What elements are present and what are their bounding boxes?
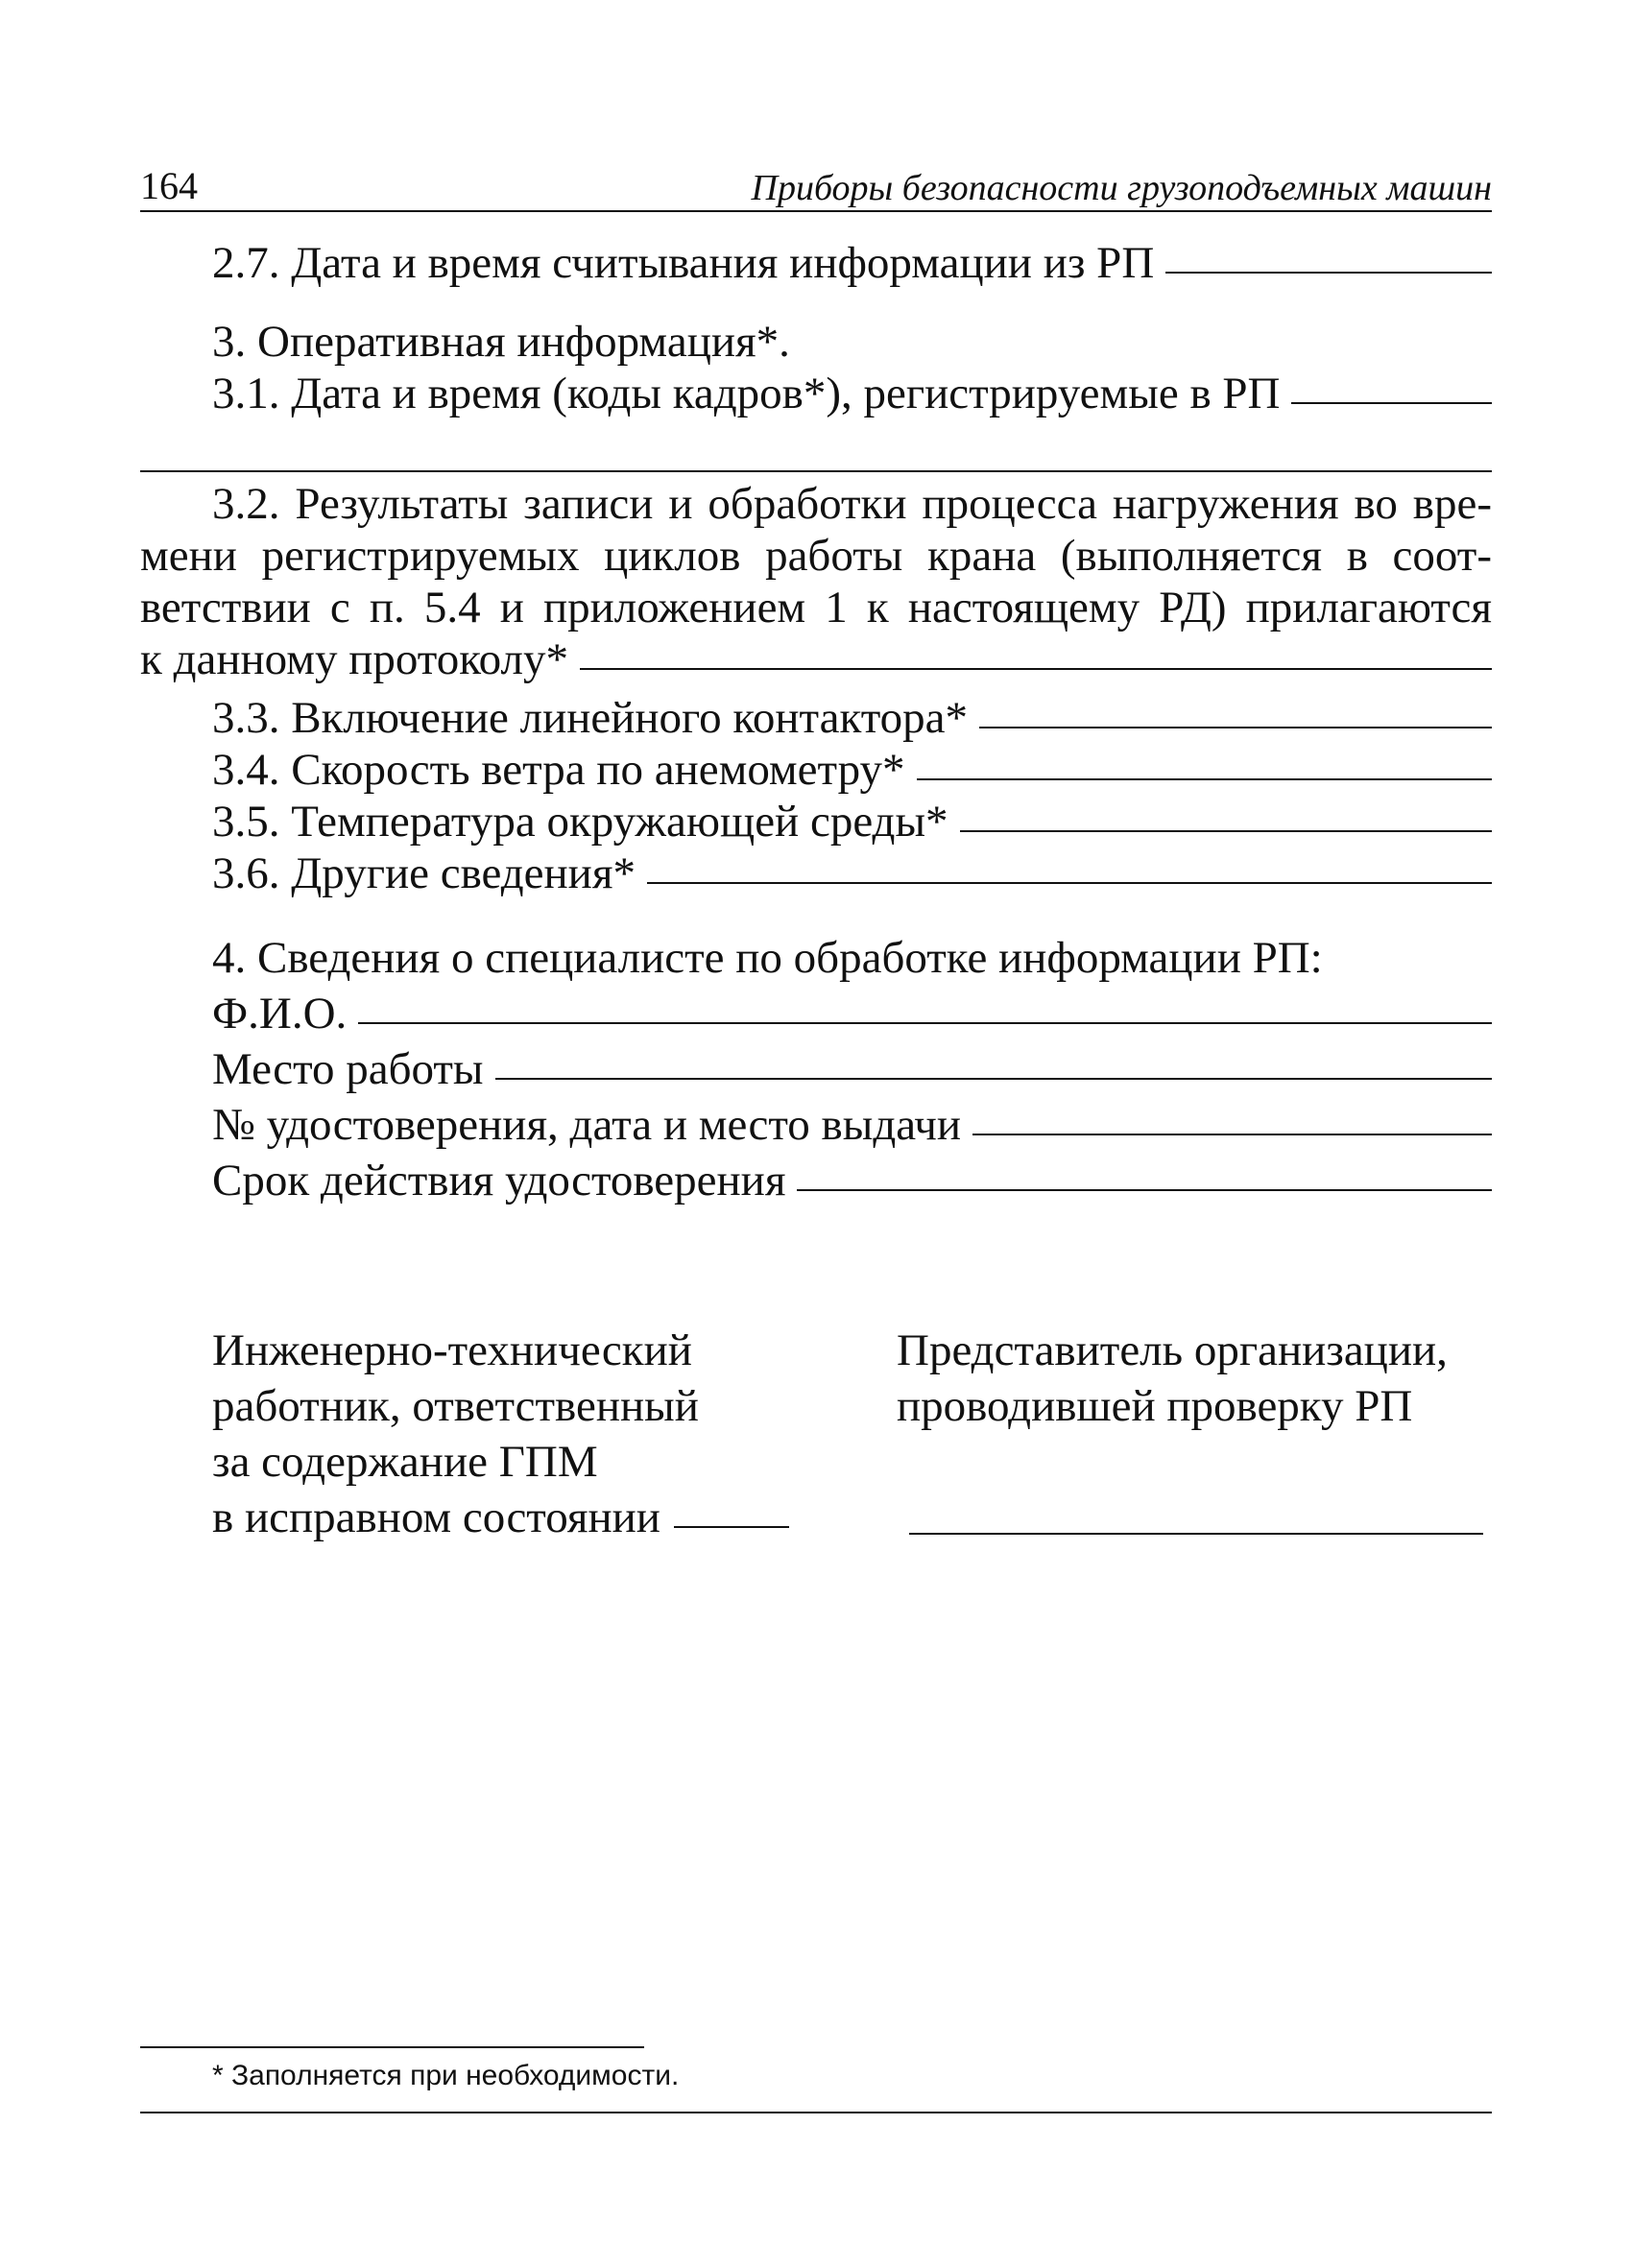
item-3-2-blank[interactable]: [580, 668, 1492, 670]
item-2-7-blank[interactable]: [1165, 272, 1492, 274]
signature-right-block: [897, 1323, 1511, 1434]
item-3-4-blank[interactable]: [917, 778, 1492, 780]
signature-right-line-2: проводившей проверку РП: [897, 1381, 1413, 1431]
field-certificate-blank[interactable]: [972, 1134, 1492, 1135]
section-4-title: [212, 931, 1492, 985]
section-3-title: [212, 315, 1492, 369]
item-3-4: [212, 743, 1492, 797]
field-fio: [212, 987, 1492, 1040]
item-3-6-blank[interactable]: [647, 882, 1492, 884]
item-3-5-label: 3.5. Температура окружающей среды*: [212, 797, 948, 847]
item-3-5: [212, 795, 1492, 848]
item-3-1-label: 3.1. Дата и время (коды кадров*), регистрируемые в РП: [212, 369, 1281, 418]
item-3-1: [212, 367, 1492, 420]
field-certificate-validity-label: Срок действия удостоверения: [212, 1156, 786, 1206]
item-3-2: [140, 478, 1492, 685]
item-3-2-line-2: мени регистрируемых циклов работы крана (выполняется в соот-: [140, 531, 1492, 581]
item-3-6: [212, 847, 1492, 900]
item-3-3: [212, 691, 1492, 745]
signature-left-blank[interactable]: [674, 1526, 789, 1528]
footnote: * Заполняется при необходимости.: [212, 2060, 680, 2091]
item-3-2-line-4-text: к данному протоколу*: [140, 634, 568, 684]
item-2-7-label: 2.7. Дата и время считывания информации из РП: [212, 238, 1155, 288]
signature-left-line-4: [212, 1490, 855, 1545]
page-number: 164: [140, 164, 198, 207]
field-fio-blank[interactable]: [358, 1022, 1492, 1024]
signature-left-line-3: за содержание ГПМ: [212, 1437, 598, 1487]
item-3-4-label: 3.4. Скорость ветра по анемометру*: [212, 745, 905, 795]
signature-left-line-1: Инженерно-технический: [212, 1325, 692, 1375]
field-workplace-label: Место работы: [212, 1044, 484, 1094]
field-certificate-validity: [212, 1154, 1492, 1207]
signature-left-block: [212, 1323, 855, 1545]
item-3-6-label: 3.6. Другие сведения*: [212, 848, 636, 898]
item-3-3-label: 3.3. Включение линейного контактора*: [212, 693, 968, 743]
signature-left-line-4-text: в исправном состоянии: [212, 1492, 660, 1542]
section-3-title-text: 3. Оперативная информация*.: [212, 317, 790, 367]
running-title: Приборы безопасности грузоподъемных машин: [751, 168, 1492, 208]
section-4-title-text: 4. Сведения о специалисте по обработке информации РП:: [212, 933, 1323, 983]
signature-left-line-2: работник, ответственный: [212, 1381, 699, 1431]
item-3-1-blank[interactable]: [1291, 402, 1492, 404]
header-rule: [140, 210, 1492, 212]
field-certificate-label: № удостоверения, дата и место выдачи: [212, 1100, 961, 1150]
item-3-1-blank-continuation[interactable]: [140, 470, 1492, 472]
field-workplace-blank[interactable]: [495, 1078, 1492, 1080]
signature-right-blank[interactable]: [909, 1533, 1483, 1535]
field-workplace: [212, 1042, 1492, 1096]
item-3-2-line-3: ветствии с п. 5.4 и приложением 1 к настоящему РД) прилагаются: [140, 583, 1492, 633]
item-3-2-line-4: [140, 633, 1492, 685]
item-2-7: [212, 236, 1492, 290]
field-certificate-validity-blank[interactable]: [797, 1189, 1492, 1191]
bottom-rule: [140, 2112, 1492, 2113]
item-3-5-blank[interactable]: [960, 830, 1492, 832]
signature-right-line-1: Представитель организации,: [897, 1325, 1448, 1375]
field-fio-label: Ф.И.О.: [212, 989, 348, 1039]
item-3-2-line-1: 3.2. Результаты записи и обработки процесса нагружения во вре-: [212, 479, 1492, 529]
footnote-rule: [140, 2046, 644, 2048]
field-certificate: [212, 1098, 1492, 1152]
item-3-3-blank[interactable]: [979, 727, 1492, 728]
